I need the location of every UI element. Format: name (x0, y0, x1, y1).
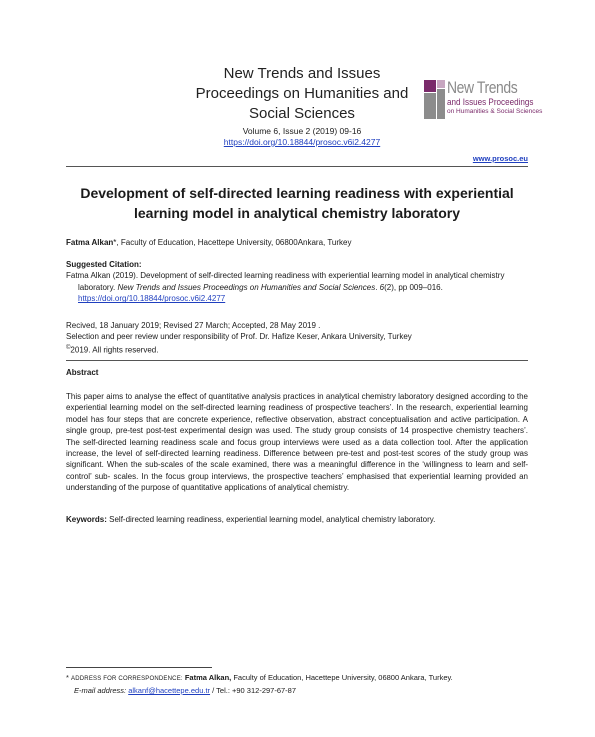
keywords-text: Self-directed learning readiness, experiential learning model, analytical chemistry laboratory. (106, 515, 436, 524)
journal-header (150, 64, 454, 148)
suggested-citation (66, 259, 528, 305)
journal-doi-link[interactable]: https://doi.org/10.18844/prosoc.v6i2.4277 (223, 137, 381, 147)
citation-heading: Suggested Citation: (66, 260, 142, 269)
abstract-top-divider (66, 360, 528, 361)
publication-dates (66, 320, 528, 356)
citation-text-2: . (375, 282, 380, 292)
author-line (66, 237, 528, 248)
citation-text-1: Fatma Alkan (2019). Development of self-directed learning readiness with experiential learning model in analytical chemistry laboratory. (66, 271, 505, 292)
author-affiliation: , Faculty of Education, Hacettepe University, 06800Ankara, Turkey (116, 238, 352, 247)
received-line: Recived, 18 January 2019; Revised 27 March; Accepted, 28 May 2019 . (66, 321, 321, 330)
correspondence-name: Fatma Alkan, (182, 673, 232, 682)
logo-text-line2: and Issues Proceedings (447, 97, 534, 107)
volume-info: Volume 6, Issue 2 (2019) 09-16 (242, 126, 362, 136)
citation-text-3: (2), pp 009–016. (384, 282, 443, 292)
author-mark: * (113, 238, 117, 247)
paper-title: Development of self-directed learning readiness with experiential learning model in analytical chemistry laboratory (80, 185, 514, 221)
email-link[interactable]: alkanf@hacettepe.edu.tr (128, 686, 211, 695)
citation-journal: New Trends and Issues Proceedings on Humanities and Social Sciences (117, 282, 376, 292)
author-name: Fatma Alkan (66, 238, 114, 247)
footnote-divider (66, 667, 212, 668)
keywords-label: Keywords: (66, 515, 107, 524)
email-label: E-mail address: (74, 686, 127, 695)
journal-logo (424, 80, 584, 122)
correspondence-label: ADDRESS FOR CORRESPONDENCE: (71, 676, 183, 682)
telephone: / Tel.: +90 312-297-67-87 (210, 686, 297, 695)
citation-doi-link[interactable]: https://doi.org/10.18844/prosoc.v6i2.4277 (78, 294, 226, 304)
footnote-mark: * (66, 673, 72, 682)
journal-title-line2: Proceedings on Humanities and (195, 85, 409, 102)
logo-text-line1: New Trends (447, 78, 518, 97)
abstract-text: This paper aims to analyse the effect of quantitative analysis practices in analytical chemistry laboratory designed according to the experiential learning model on the self-directed learning readiness of prospective teachers’. In the research, experiential learning model has four steps that are concrete experience, reflective observation, abstract conceptualisation and active participation. A single group, pre-test post-test experimental design was used. The study group consists of 14 prospective chemistry teachers’. The self-directed learning readiness scale and focus group interviews were used as a data collection tool. After the application increase, the level of self-directed learning readiness. Difference between pre-test and post-test scores of the study group was significant. When the sub-scales of the scale examined, there was a meaningful difference in the ‘willingness to learn and self-control’ sub- scales. In the focus group interviews, the prospective teachers’ emphasised that experiential learning provided an understanding of the purpose of quantitative applications of analytical chemistry. (66, 392, 528, 493)
journal-title-line1: New Trends and Issues (223, 65, 381, 82)
footnote (66, 672, 528, 696)
review-line: Selection and peer review under responsibility of Prof. Dr. Hafize Keser, Ankara University, Turkey (66, 332, 412, 342)
website-link[interactable]: www.prosoc.eu (472, 154, 528, 163)
journal-title-line3: Social Sciences (249, 105, 355, 122)
logo-text-line3: on Humanities & Social Sciences (447, 108, 543, 115)
abstract-heading: Abstract (66, 368, 99, 377)
footnote-contact (66, 685, 528, 696)
copyright-symbol: © (66, 344, 71, 351)
citation-body (66, 270, 528, 304)
header-divider (66, 166, 528, 167)
citation-volume: 6 (379, 282, 385, 292)
correspondence-affiliation: Faculty of Education, Hacettepe University, 06800 Ankara, Turkey. (231, 673, 453, 682)
copyright-line (66, 343, 528, 356)
footnote-address (66, 672, 528, 685)
keywords-line (66, 514, 528, 525)
copyright-text: 2019. All rights reserved. (70, 345, 159, 355)
abstract-section (66, 367, 528, 378)
